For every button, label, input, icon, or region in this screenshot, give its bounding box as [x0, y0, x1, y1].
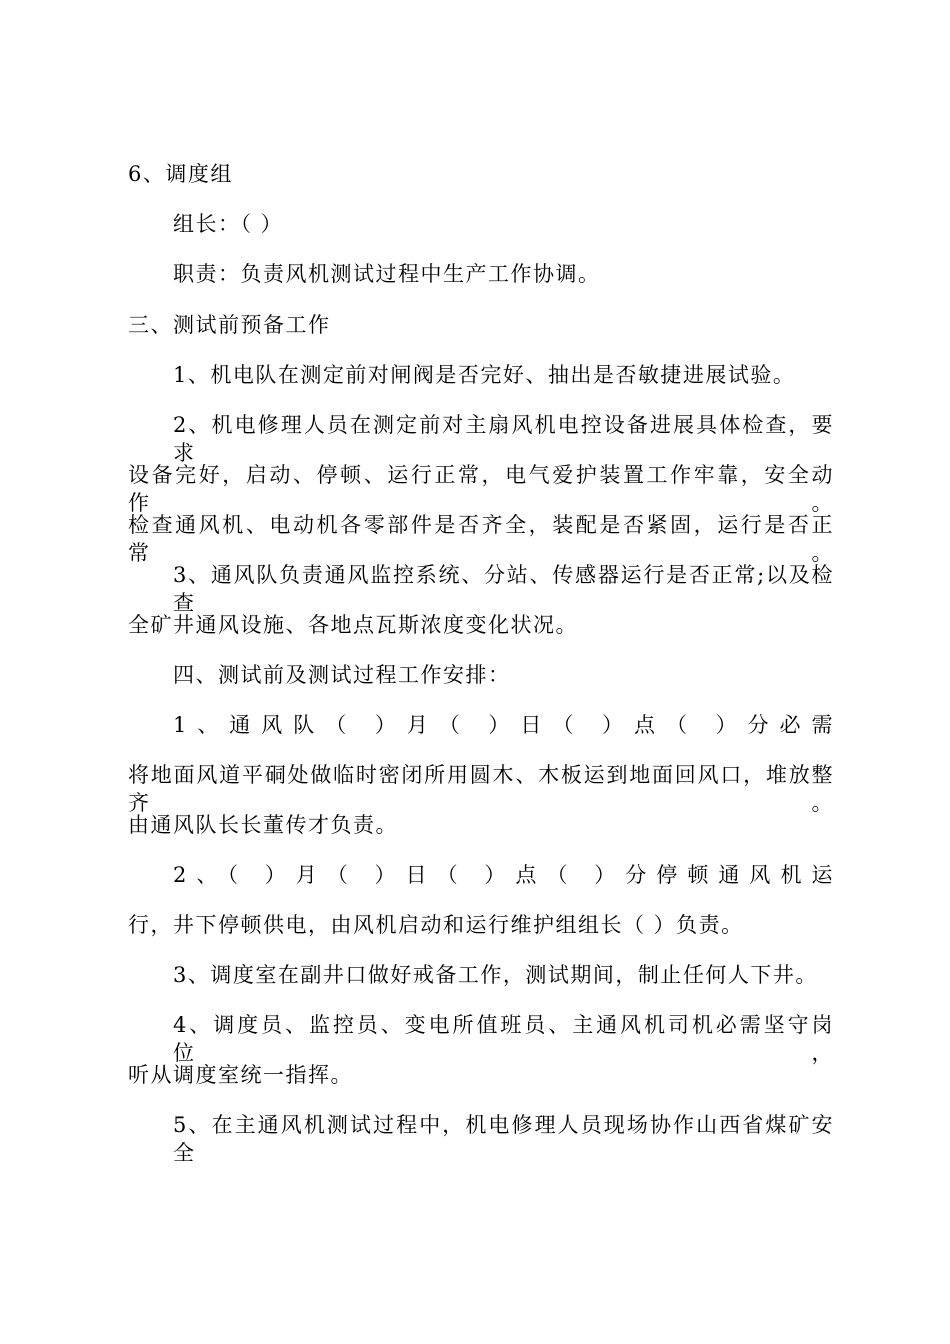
- section-4-heading: 四、测试前及测试过程工作安排：: [173, 663, 511, 687]
- section-4-item-2-line-1: 2、（ ）月（ ）日（ ）点（ ）分停顿通风机运: [173, 863, 834, 887]
- section-3-item-3-line-2: 全矿井通风设施、各地点瓦斯浓度变化状况。: [128, 613, 578, 637]
- section-4-item-1-line-1: 1、通风队（ ）月（ ）日（ ）点（ ）分必需: [173, 713, 834, 737]
- section-3-item-1: 1、机电队在测定前对闸阀是否完好、抽出是否敏捷进展试验。: [173, 363, 796, 387]
- group-leader-line: 组长：（ ）: [173, 212, 284, 236]
- section-4-item-3: 3、调度室在副井口做好戒备工作，测试期间，制止任何人下井。: [173, 963, 818, 987]
- section-3-heading: 三、测试前预备工作: [128, 313, 331, 337]
- section-4-item-1-line-2: 将地面风道平硐处做临时密闭所用圆木、木板运到地面回风口，堆放整齐。: [128, 763, 834, 815]
- section-4-item-2-line-2: 行，井下停顿供电，由风机启动和运行维护组组长（ ）负责。: [128, 913, 744, 937]
- section-3-item-3-line-1: 3、通风队负责通风监控系统、分站、传感器运行是否正常;以及检查: [173, 563, 834, 615]
- section-4-item-1-line-3: 由通风队长长董传才负责。: [128, 813, 398, 837]
- section-4-item-4-line-2: 听从调度室统一指挥。: [128, 1063, 353, 1087]
- section-4-item-5: 5、在主通风机测试过程中，机电修理人员现场协作山西省煤矿安全: [173, 1113, 834, 1165]
- section-6-heading: 6、调度组: [128, 162, 233, 186]
- section-3-item-2-line-2: 设备完好，启动、停顿、运行正常，电气爱护装置工作牢靠，安全动作。: [128, 463, 834, 515]
- section-3-item-2-line-1: 2、机电修理人员在测定前对主扇风机电控设备进展具体检查，要求: [173, 413, 834, 465]
- section-4-item-4-line-1: 4、调度员、监控员、变电所值班员、主通风机司机必需坚守岗位，: [173, 1013, 834, 1065]
- duty-line: 职责：负责风机测试过程中生产工作协调。: [173, 262, 601, 286]
- section-3-item-2-line-3: 检查通风机、电动机各零部件是否齐全，装配是否紧固，运行是否正常。: [128, 513, 834, 565]
